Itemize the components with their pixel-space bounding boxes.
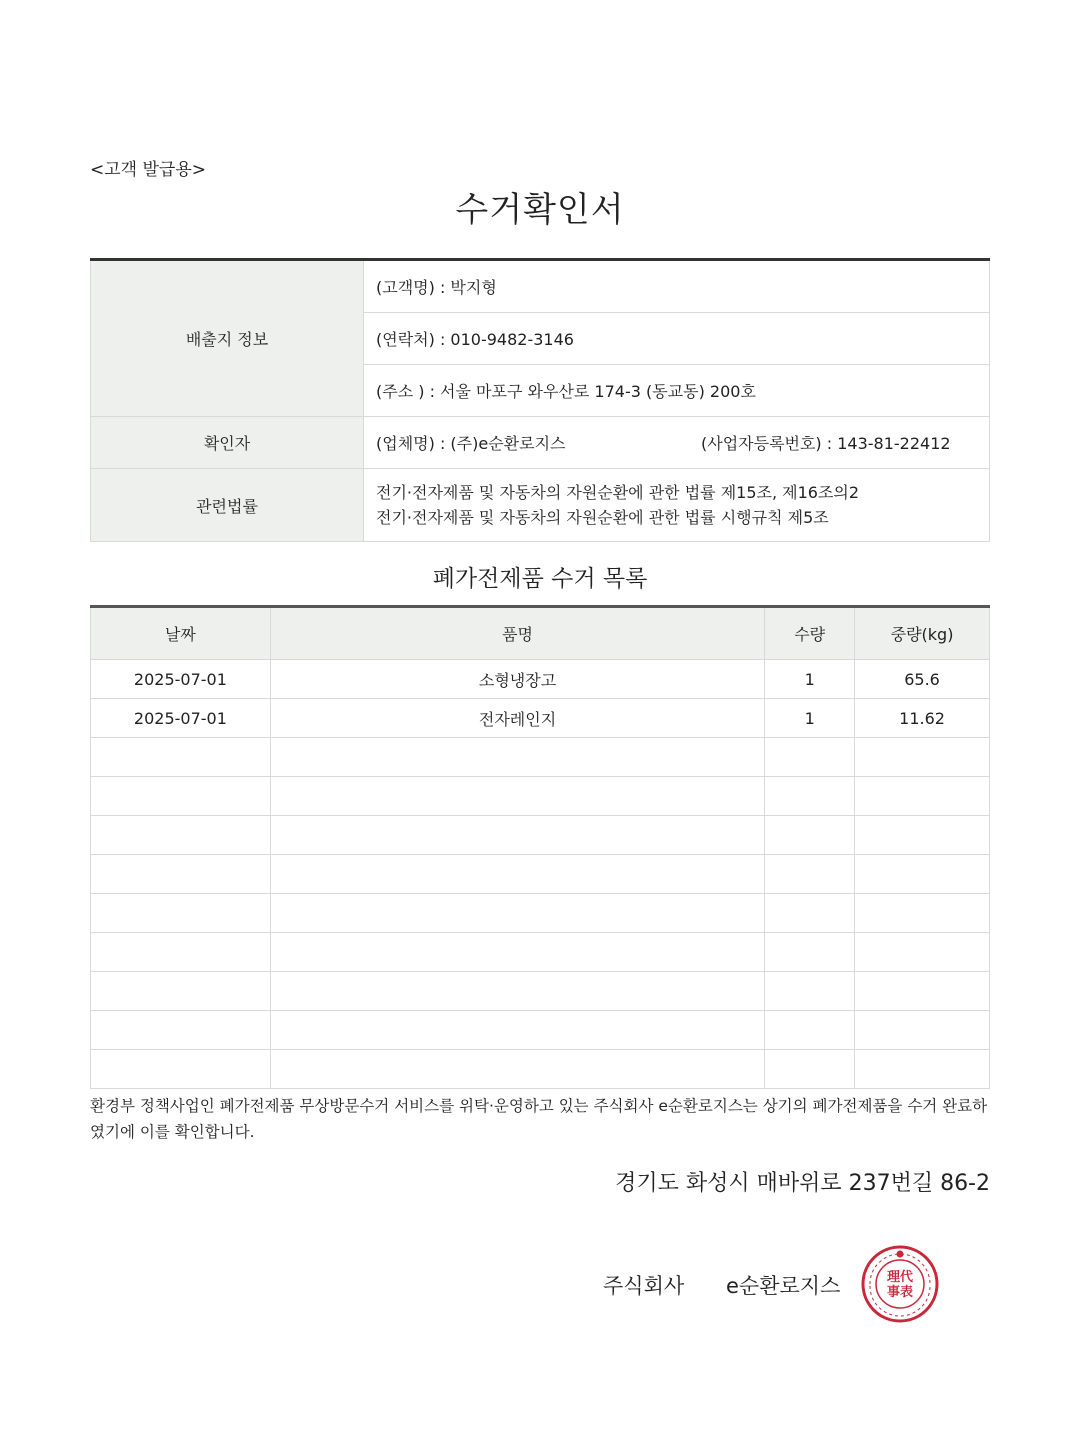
table-row <box>91 699 990 738</box>
row-qty: 1 <box>765 660 855 699</box>
customer-name: (고객명) : 박지형 <box>364 260 990 313</box>
row-date: 2025-07-01 <box>91 699 271 738</box>
empty-cell <box>855 1011 990 1050</box>
empty-cell <box>270 816 764 855</box>
law-line-1: 전기·전자제품 및 자동차의 자원순환에 관한 법률 제15조, 제16조의2 <box>376 483 860 502</box>
empty-cell <box>855 738 990 777</box>
empty-row <box>91 816 990 855</box>
empty-cell <box>270 777 764 816</box>
empty-cell <box>270 738 764 777</box>
empty-cell <box>855 972 990 1011</box>
svg-text:事表: 事表 <box>886 1285 914 1300</box>
empty-cell <box>765 972 855 1011</box>
empty-cell <box>91 972 271 1011</box>
empty-cell <box>270 894 764 933</box>
company-seal-icon <box>860 1244 940 1324</box>
confirmation-note: 환경부 정책사업인 폐가전제품 무상방문수거 서비스를 위탁·운영하고 있는 주식회사 e순환로지스는 상기의 폐가전제품을 수거 완료하였기에 이를 확인합니다. <box>90 1097 988 1141</box>
row-qty: 1 <box>765 699 855 738</box>
empty-row <box>91 738 990 777</box>
empty-row <box>91 894 990 933</box>
empty-cell <box>270 972 764 1011</box>
col-item: 품명 <box>270 607 764 660</box>
origin-label: 배출지 정보 <box>91 260 364 417</box>
col-weight: 중량(kg) <box>855 607 990 660</box>
company-name-sign: e순환로지스 <box>726 1274 841 1298</box>
table-row <box>91 660 990 699</box>
col-qty: 수량 <box>765 607 855 660</box>
empty-cell <box>855 777 990 816</box>
company-name: (업체명) : (주)e순환로지스 <box>376 434 566 453</box>
empty-cell <box>91 894 271 933</box>
empty-row <box>91 1050 990 1089</box>
empty-cell <box>765 1011 855 1050</box>
row-date: 2025-07-01 <box>91 660 271 699</box>
empty-row <box>91 777 990 816</box>
collection-list-table <box>90 605 990 1089</box>
row-weight: 11.62 <box>855 699 990 738</box>
origin-info-table <box>90 258 990 542</box>
company-type: 주식회사 <box>603 1274 685 1298</box>
business-number: (사업자등록번호) : 143-81-22412 <box>701 434 951 453</box>
law-line-2: 전기·전자제품 및 자동차의 자원순환에 관한 법률 시행규칙 제5조 <box>376 508 829 527</box>
empty-cell <box>91 816 271 855</box>
empty-cell <box>855 816 990 855</box>
confirmer-label: 확인자 <box>91 417 364 469</box>
empty-cell <box>91 738 271 777</box>
document-title: 수거확인서 <box>455 190 625 230</box>
svg-text:理代: 理代 <box>886 1270 914 1285</box>
empty-cell <box>91 777 271 816</box>
customer-address: (주소 ) : 서울 마포구 와우산로 174-3 (동교동) 200호 <box>364 365 990 417</box>
empty-cell <box>91 855 271 894</box>
col-date: 날짜 <box>91 607 271 660</box>
copy-label: <고객 발급용> <box>90 160 207 180</box>
empty-cell <box>270 1011 764 1050</box>
empty-cell <box>765 1050 855 1089</box>
row-weight: 65.6 <box>855 660 990 699</box>
empty-cell <box>270 933 764 972</box>
empty-row <box>91 855 990 894</box>
empty-cell <box>765 738 855 777</box>
empty-cell <box>91 1050 271 1089</box>
empty-row <box>91 972 990 1011</box>
law-label: 관련법률 <box>91 469 364 542</box>
row-item: 전자레인지 <box>270 699 764 738</box>
empty-cell <box>765 933 855 972</box>
empty-cell <box>765 894 855 933</box>
empty-cell <box>855 1050 990 1089</box>
empty-row <box>91 1011 990 1050</box>
list-title: 폐가전제품 수거 목록 <box>432 566 648 592</box>
empty-cell <box>91 1011 271 1050</box>
law-cell <box>364 469 990 542</box>
confirmer-cell <box>364 417 990 469</box>
empty-cell <box>855 894 990 933</box>
empty-cell <box>270 1050 764 1089</box>
customer-contact: (연락처) : 010-9482-3146 <box>364 313 990 365</box>
empty-cell <box>855 855 990 894</box>
empty-row <box>91 933 990 972</box>
empty-cell <box>765 855 855 894</box>
row-item: 소형냉장고 <box>270 660 764 699</box>
empty-cell <box>765 777 855 816</box>
company-address: 경기도 화성시 매바위로 237번길 86-2 <box>615 1171 990 1196</box>
empty-cell <box>270 855 764 894</box>
empty-cell <box>91 933 271 972</box>
empty-cell <box>765 816 855 855</box>
empty-cell <box>855 933 990 972</box>
